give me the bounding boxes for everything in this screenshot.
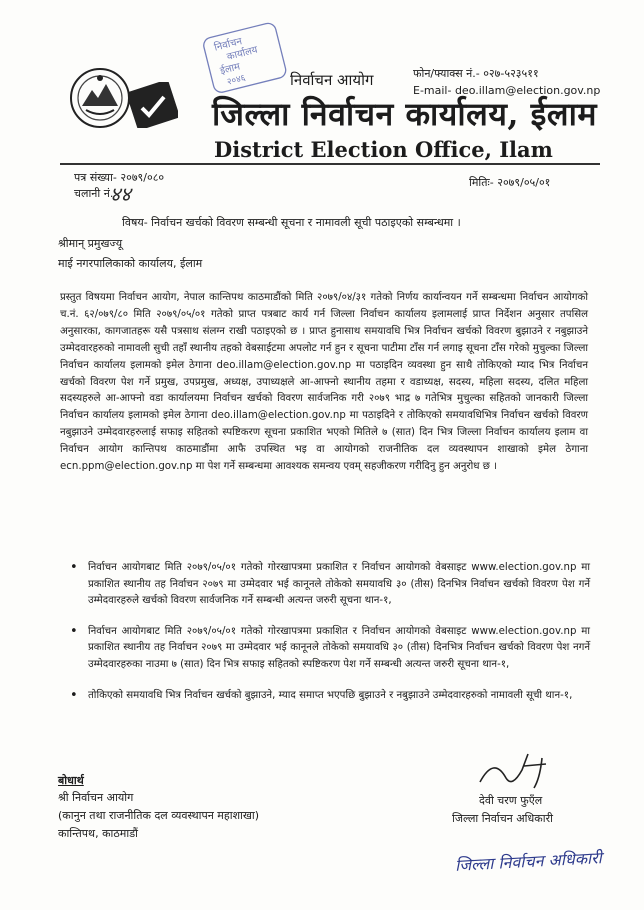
copy-to-line: कान्तिपथ, काठमाडौं: [58, 827, 138, 840]
list-item: • तोकिएको समयावधि भित्र निर्वाचन खर्चको बुझाउने, म्याद समाप्त भएपछि बुझाउने र नबुझाउने उम्मेदवारहरुको नामावली सूची थान-१,: [68, 688, 590, 705]
copy-to-heading: बोधार्थ: [58, 774, 84, 787]
office-name-english: District Election Office, Ilam: [214, 137, 553, 162]
office-name-nepali: जिल्ला निर्वाचन कार्यालय, ईलाम: [212, 95, 598, 133]
handwritten-signature-icon: [472, 748, 572, 792]
letter-reference-number: पत्र संख्या- २०७९/०८०: [74, 171, 165, 184]
copy-to-line: (कानुन तथा राजनीतिक दल व्यवस्थापन महाशाखा): [58, 809, 260, 822]
svg-text:निर्वाचन: निर्वाचन: [213, 36, 244, 54]
addressee: माई नगरपालिकाको कार्यालय, ईलाम: [58, 257, 203, 270]
enclosure-list: [68, 560, 590, 718]
nepal-emblem-icon: [68, 66, 132, 130]
dispatch-label: चलानी नं.: [74, 187, 114, 200]
signatory-title: जिल्ला निर्वाचन अधिकारी: [452, 812, 553, 825]
letter-date: मितिः- २०७९/०५/०१: [469, 176, 551, 189]
svg-text:ईलाम: ईलाम: [219, 61, 242, 77]
svg-text:कार्यालय: कार्यालय: [225, 44, 259, 63]
copy-to-line: श्री निर्वाचन आयोग: [58, 791, 134, 804]
dispatch-number-handwritten: ४४: [110, 182, 131, 206]
list-item: • निर्वाचन आयोगबाट मिति २०७९/०५/०१ गतेको गोरखापत्रमा प्रकाशित र निर्वाचन आयोगको वेबसाइट www.election.gov.np मा प्रकाशित स्थानीय तह निर्वाचन २०७९ मा उम्मेदवार भई कानूनले तोकेको समयावधि ३० (तीस) दिनभित्र निर्वाचन खर्चको विवरण पेश नगर्ने उम्मेदवारहरुका नाउमा ७ (सात) दिन भित्र सफाइ सहितको स्पष्टिकरण पेश गर्ने सम्बन्धी अत्यन्त जरुरी सूचना थान-१,: [68, 624, 590, 674]
election-commission-logo-icon: [128, 82, 178, 128]
phone-fax: फोन/फ्याक्स नं.- ०२७-५२३५११: [413, 67, 539, 80]
office-email: E-mail- deo.illam@election.gov.np: [413, 84, 601, 97]
commission-title: निर्वाचन आयोग: [290, 71, 374, 89]
salutation: श्रीमान् प्रमुखज्यू: [58, 237, 123, 250]
letter-subject: विषय- निर्वाचन खर्चको विवरण सम्बन्धी सूचना र नामावली सूची पठाइएको सम्बन्धमा ।: [122, 216, 461, 229]
signatory-name: देवी चरण फुएँल: [479, 794, 543, 807]
list-item: • निर्वाचन आयोगबाट मिति २०७९/०५/०१ गतेको गोरखापत्रमा प्रकाशित र निर्वाचन आयोगको वेबसाइट www.election.gov.np मा प्रकाशित स्थानीय तह निर्वाचन २०७९ मा उम्मेदवार भई कानूनले तोकेको समयावधि ३० (तीस) दिनभित्र निर्वाचन खर्चको विवरण पेश गर्ने उम्मेदवारहरुले खर्चको विवरण सार्वजनिक गर्ने सम्बन्धी अत्यन्त जरुरी सूचना थान-१,: [68, 560, 590, 610]
svg-text:२०४६: २०४६: [226, 73, 247, 88]
office-stamp-icon: [196, 22, 292, 96]
header-divider: [60, 163, 600, 165]
body-paragraph: प्रस्तुत विषयमा निर्वाचन आयोग, नेपाल कान्तिपथ काठमाडौंको मिति २०७९/०४/३१ गतेको निर्णय कार्यान्वयन गर्ने सम्बन्धमा निर्वाचन आयोगको च.नं. ६२/०७९/८० मिति २०७९/०५/०१ गतेको प्राप्त पत्रबाट कार्य गर्न जिल्ला निर्वाचन कार्यालय इलामलाई प्राप्त निर्देशन अनुसार तपसिल अनुसारका, कागजातहरू यसै पत्रसाथ संलग्न राखी पठाइएको छ । प्राप्त हुनासाथ समयावधि भित्र निर्वाचन खर्चको विवरण बुझाउने र नबुझाउने उम्मेदवारहरुको नामावली सुची तहाँ स्थानीय तहको वेबसाईटमा अपलोट गर्न हुन र सूचना पाटीमा टाँस गर्न लगाइ सूचना टाँस गरेको मुचुल्का जिल्ला निर्वाचन कार्यालय इलामको इमेल ठेगाना deo.illam@election.gov.np मा पठाइदिन व्यवस्था हुन साथै तोकिएको म्याद भित्र निर्वाचन खर्चको विवरण पेश गर्ने प्रमुख, उपप्रमुख, अध्यक्ष, उपाध्यक्षले आ-आफ्नो स्थानीय तहमा र वडाध्यक्ष, सदस्य, महिला सदस्य, दलित महिला सदस्यहरुले आ-आफ्नो वडा कार्यालयमा निर्वाचन खर्चको विवरण सार्वजनिक गरी २०७९ भाद्र ७ गतेभित्र मुचुल्का सहितको जानकारी जिल्ला निर्वाचन कार्यालय इलामको इमेल ठेगाना deo.illam@election.gov.np मा पठाइदिने र तोकिएको समयावधिभित्र निर्वाचन खर्चको विवरण नबुझाउने उम्मेदवारहरुलाई सफाइ सहितको स्पष्टिकरण सूचना प्रकाशित भएको मितिले ७ (सात) दिन भित्र जिल्ला निर्वाचन कार्यालय इलाम वा निर्वाचन आयोग कान्तिपथ काठमाडौंमा आफै उपस्थित भइ वा आयोगको राजनीतिक दल व्यवस्थापन शाखाको इमेल ठेगाना ecn.ppm@election.gov.np मा पेश गर्ने सम्बन्धमा आवश्यक समन्वय एवम् सहजीकरण गरीदिनु हुन अनुरोध छ ।: [60, 292, 588, 473]
officer-stamp: जिल्ला निर्वाचन अधिकारी: [454, 848, 603, 875]
